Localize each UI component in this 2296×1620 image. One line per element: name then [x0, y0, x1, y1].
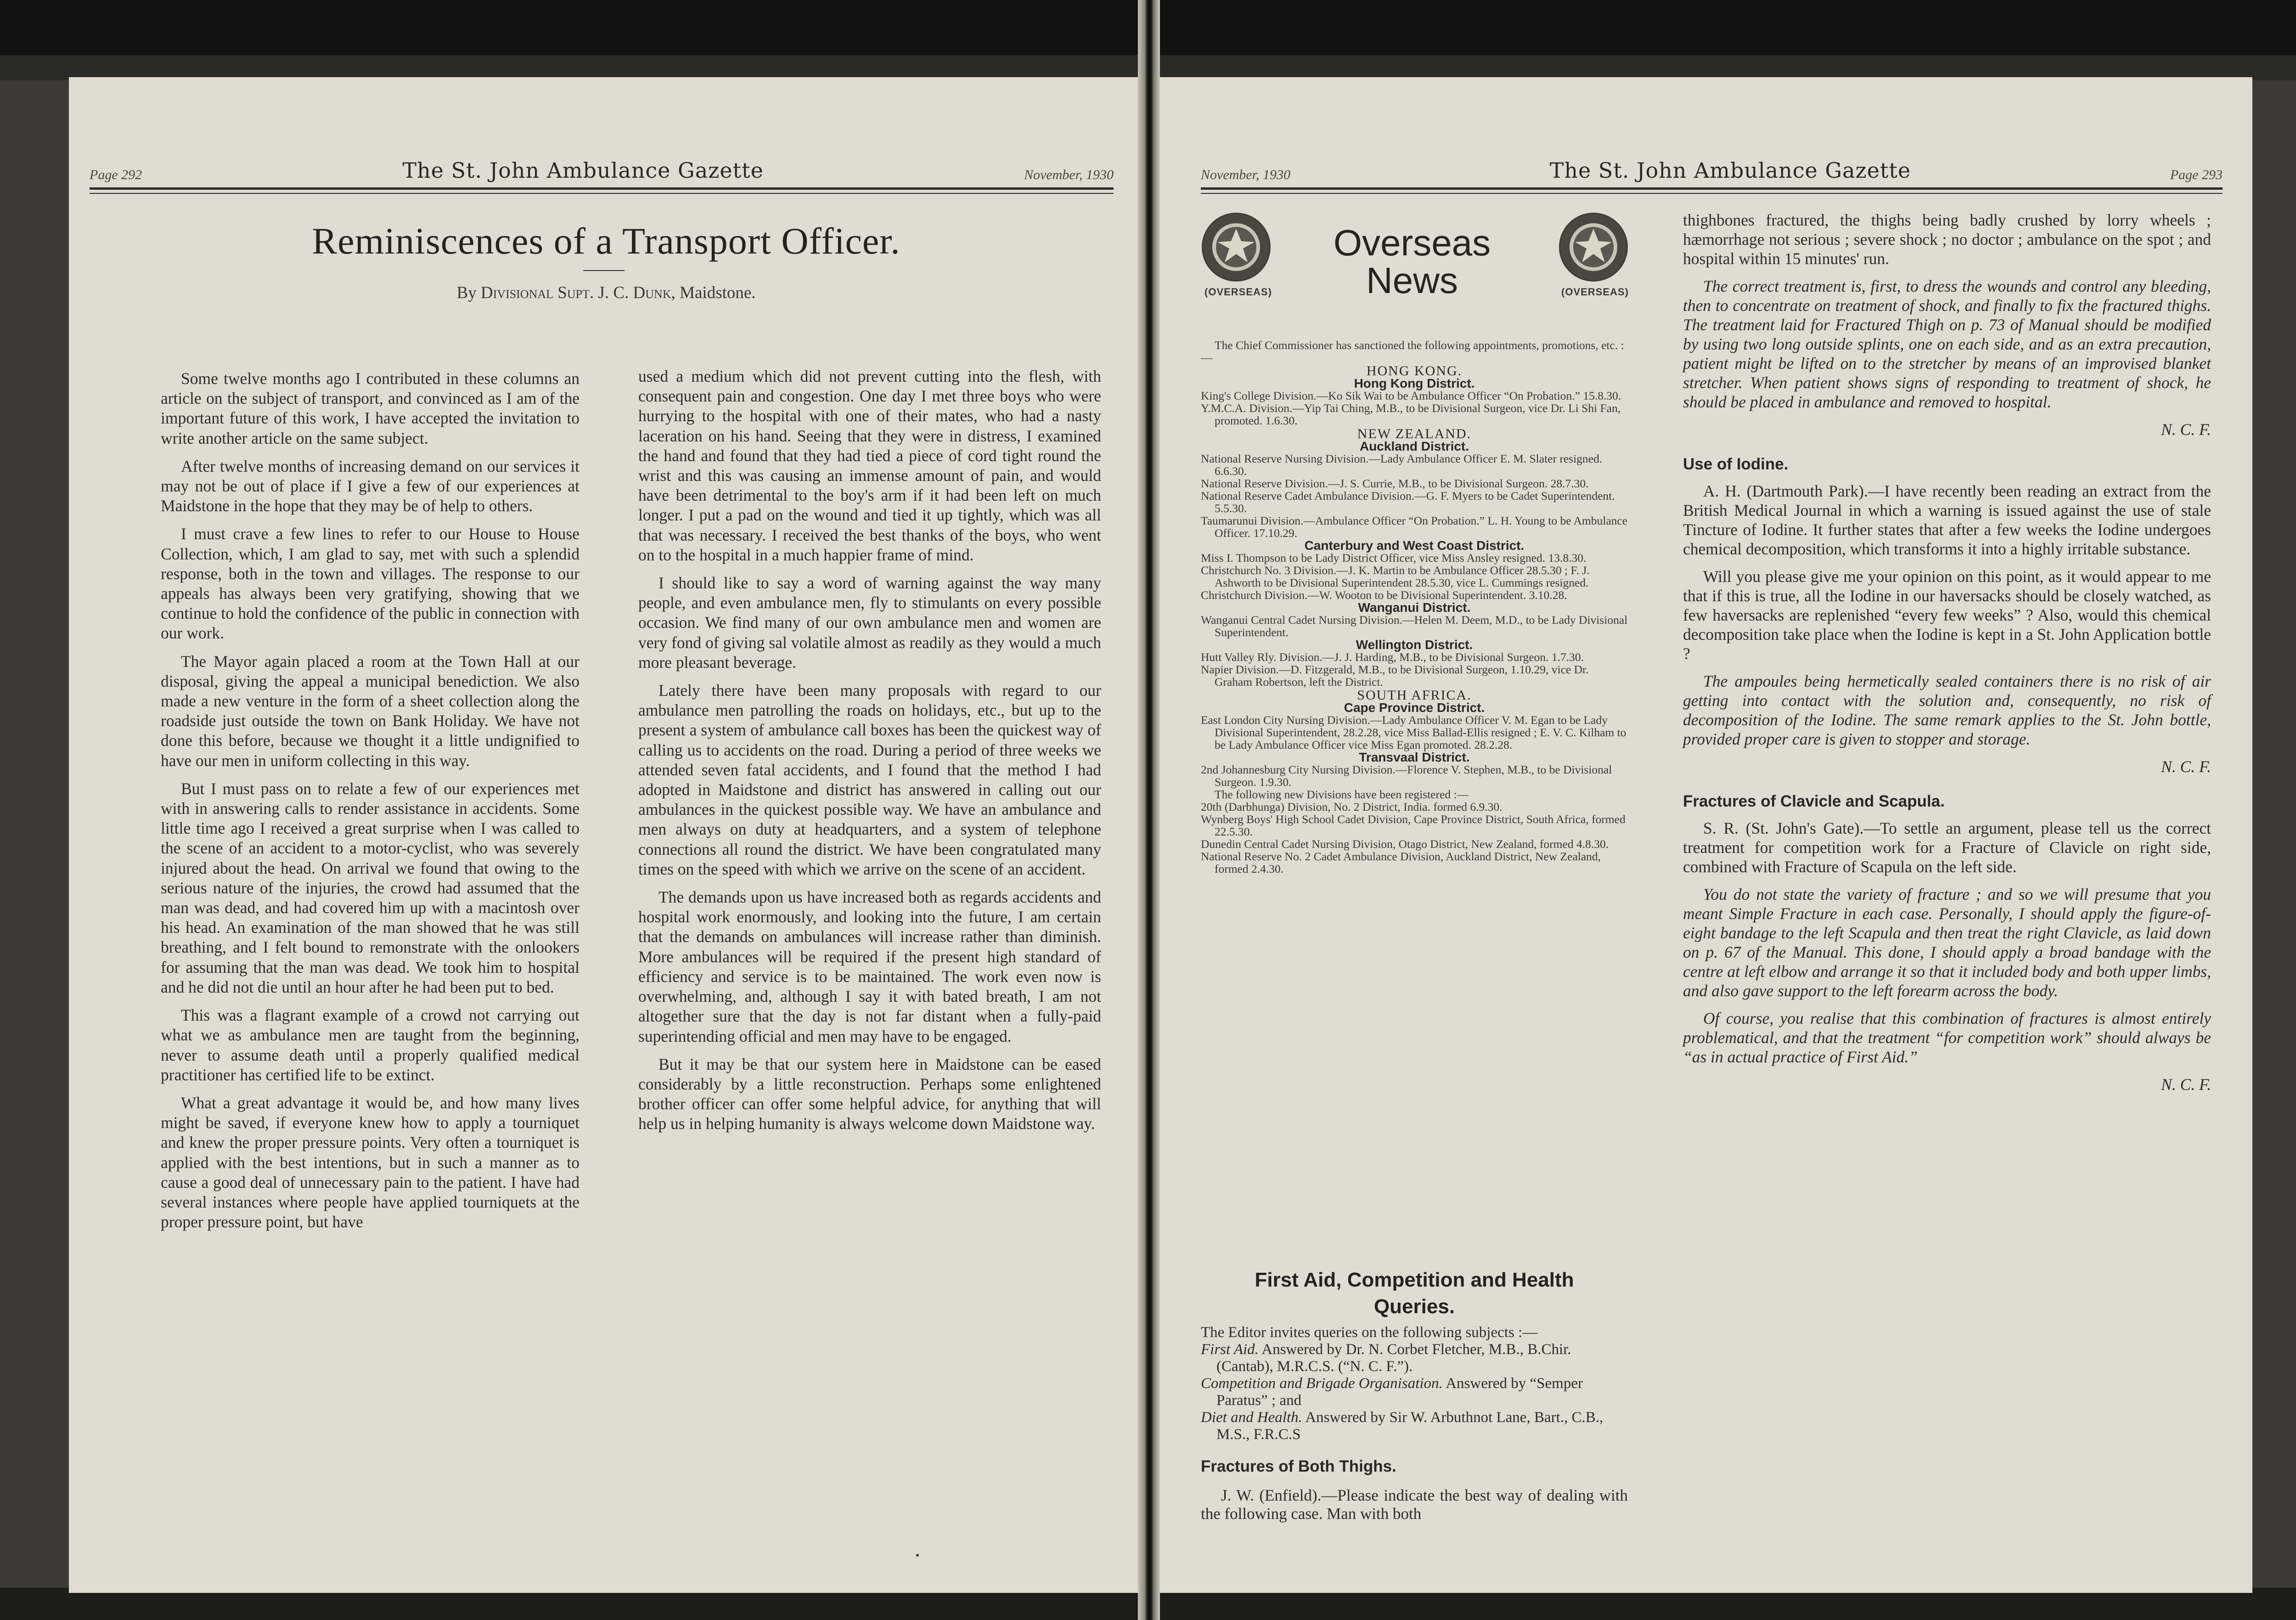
- news-entry: Wanganui Central Cadet Nursing Division.—Helen M. Deem, M.D., to be Lady Divisional Superintendent.: [1201, 613, 1628, 639]
- title-rule: [583, 270, 625, 271]
- header-rule-thin: [90, 193, 1114, 194]
- paragraph: But it may be that our system here in Maidstone can be eased considerably by a little reconstruction. Perhaps some enlightened brother officer can offer some helpful advice, for anything that will help us in helping humanity is always welcome down Maidstone way.: [638, 1055, 1101, 1133]
- paragraph: After twelve months of increasing demand on our services it may not be out of place if I give a few of our experiences at Maidstone in the hope that they may be of help to others.: [161, 457, 580, 515]
- paragraph: I must crave a few lines to refer to our House to House Collection, which, I am glad to say, met with such a splendid response, both in the town and villages. The response to our appeals has always been very gratifying, showing that we continue to hold the confidence of the public in connection with our work.: [161, 525, 580, 643]
- signature: N. C. F.: [2161, 420, 2211, 439]
- article-column-1: [161, 369, 580, 1240]
- news-note: The following new Divisions have been registered :—: [1215, 788, 1469, 801]
- paragraph: I should like to say a word of warning against the way many people, and even ambulance men, fly to stimulants on every possible occasion. We find many of our own ambulance men and women are very fond of giving sal volatile almost as readily as they would a much more pleasant beverage.: [638, 574, 1101, 672]
- seal-label: (OVERSEAS): [1204, 286, 1272, 298]
- gazette-title: The St. John Ambulance Gazette: [1549, 158, 1911, 183]
- news-district-heading: Cape Province District.: [1344, 700, 1485, 715]
- seal-label: (OVERSEAS): [1561, 286, 1629, 298]
- paragraph: Some twelve months ago I contributed in these columns an article on the subject of transport, and convinced as I am of the important future of this work, I have accepted the invitation to write another article on the same subject.: [161, 369, 580, 447]
- news-country-heading: NEW ZEALAND.: [1357, 426, 1472, 441]
- news-entry: National Reserve Nursing Division.—Lady Ambulance Officer E. M. Slater resigned. 6.6.30.: [1201, 452, 1603, 478]
- news-entry: 20th (Darbhunga) Division, No. 2 District, India. formed 6.9.30.: [1201, 800, 1503, 813]
- news-entry: National Reserve Division.—J. S. Currie, M.B., to be Divisional Surgeon. 28.7.30.: [1201, 477, 1589, 490]
- answer: The correct treatment is, first, to dress the wounds and control any bleeding, then to concentrate on treatment of shock, and finally to fix the fractured thighs. The treatment laid for Fractured Thigh on p. 73 of Manual should be modified by using two long outside splints, one on each side, and as an extra precaution, patient might be lifted on to the stretcher by means of an improvised blanket stretcher. When patient shows signs of responding to treatment of shock, he should be placed in ambulance and removed to hospital.: [1683, 277, 2211, 411]
- news-district-heading: Wanganui District.: [1358, 600, 1471, 615]
- news-entry: 2nd Johannesburg City Nursing Division.—Florence V. Stephen, M.B., to be Divisional Surgeon. 1.9.30.: [1201, 763, 1612, 789]
- article-column-2: [638, 367, 1101, 1142]
- running-header-left: [90, 155, 1114, 183]
- news-entry: National Reserve No. 2 Cadet Ambulance Division, Auckland District, New Zealand, formed 2.4.30.: [1201, 850, 1601, 875]
- news-entry: Y.M.C.A. Division.—Yip Tai Ching, M.B., to be Divisional Surgeon, vice Dr. Li Shi Fan, promoted. 1.6.30.: [1201, 401, 1621, 427]
- news-country-heading: HONG KONG.: [1366, 363, 1463, 378]
- news-entry: Hutt Valley Rly. Division.—J. J. Harding, M.B., to be Divisional Surgeon. 1.7.30.: [1201, 650, 1584, 664]
- section-heading: Fractures of Both Thighs.: [1201, 1457, 1396, 1475]
- header-rule-thin: [1201, 193, 2223, 194]
- news-intro: The Chief Commissioner has sanctioned the following appointments, promotions, etc. :—: [1201, 339, 1624, 364]
- byline: By Divisional Supt. J. C. Dunk, Maidstone.: [456, 283, 756, 302]
- queries-title: First Aid, Competition and Health Queries.: [1255, 1269, 1574, 1318]
- thighs-question: J. W. (Enfield).—Please indicate the best way of dealing with the following case. Man with both: [1201, 1486, 1628, 1523]
- paragraph: The Mayor again placed a room at the Town Hall at our disposal, giving the appeal a municipal benediction. We also made a new venture in the form of a sheet collection along the roadside just outside the town on Bank Holiday. We have not done this before, because we thought it a little undignified to have our men in uniform collecting in this way.: [161, 652, 580, 770]
- signature: N. C. F.: [2161, 1075, 2211, 1094]
- running-header-right: [1201, 155, 2223, 183]
- paragraph: Will you please give me your opinion on this point, as it would appear to me that if this is true, all the Iodine in our haversacks should be closely watched, as few haversacks are replenished “every few weeks” ? Also, would this chemical decomposition take place when the Iodine is kept in a St. John Application bottle ?: [1683, 567, 2211, 663]
- st-john-ambulance-seal-icon: [1202, 213, 1271, 282]
- paragraph: This was a flagrant example of a crowd not carrying out what we as ambulance men are taught from the beginning, never to assume death until a properly qualified medical practitioner has certified life to be extinct.: [161, 1006, 580, 1084]
- paragraph: thighbones fractured, the thighs being badly crushed by lorry wheels ; hæmorrhage not serious ; severe shock ; no doctor ; ambulance on the spot ; and hospital within 15 minutes' run.: [1683, 211, 2211, 268]
- news-entry: Napier Division.—D. Fitzgerald, M.B., to be Divisional Surgeon, 1.10.29, vice Dr. Graham Robertson, left the District.: [1201, 663, 1589, 689]
- answer: You do not state the variety of fracture ; and so we will presume that you meant Simple Fracture in each case. Personally, I should apply the figure-of-eight bandage to the left Scapula and then treat the right Clavicle, as laid down on p. 67 of the Manual. This done, I should apply a broad bandage with the centre at left elbow and arrange it so that it included body and both upper limbs, and also gave support to the left forearm across the body.: [1683, 885, 2211, 1000]
- paragraph: S. R. (St. John's Gate).—To settle an argument, please tell us the correct treatment for competition work for a Fracture of Clavicle on right side, combined with Fracture of Scapula on the left side.: [1683, 819, 2211, 876]
- page-number: Page 293: [2170, 167, 2223, 182]
- paragraph: The demands upon us have increased both as regards accidents and hospital work enormously, and looking into the future, I am certain that the demands on ambulances will increase rather than diminish. More ambulances will be required if the present high standard of efficiency and service is to be maintained. The work even now is overwhelming, and, although I say it with bated breath, I am not altogether sure that the day is not far distant when a fully-paid superintending official and men may have to be engaged.: [638, 888, 1101, 1045]
- news-entry: Taumarunui Division.—Ambulance Officer “On Probation.” L. H. Young to be Ambulance Officer. 17.10.29.: [1201, 514, 1628, 540]
- news-entry: Dunedin Central Cadet Nursing Division, Otago District, New Zealand, formed 4.8.30.: [1201, 837, 1609, 851]
- overseas-news-list: [1201, 339, 1628, 875]
- answer: The ampoules being hermetically sealed containers there is no risk of air getting into contact with the solution and, consequently, no risk of decomposition of the Iodine. The same remark applies to the St. John bottle, provided proper care is given to stopper and storage.: [1683, 672, 2211, 748]
- book-gutter: [1138, 0, 1160, 1620]
- news-entry: Wynberg Boys' High School Cadet Division, Cape Province District, South Africa, formed 22.5.30.: [1201, 813, 1626, 838]
- right-page: [1155, 77, 2252, 1593]
- news-entry: Christchurch No. 3 Division.—J. K. Martin to be Ambulance Officer 28.5.30 ; F. J. Ashworth to be Divisional Superintendent 28.5.30, vice L. Cummings resigned.: [1201, 564, 1590, 589]
- paragraph: used a medium which did not prevent cutting into the flesh, with consequent pain and congestion. One day I met three boys who were hurrying to the hospital with one of their mates, who had a nasty laceration on his hand. Seeing that they were in distress, I examined the hand and found that they had tied a piece of cord tight round the wrist and this was causing an immense amount of pain, and would have been detrimental to the boy's arm if it had been left on much longer. I put a pad on the wound and tied it up tightly, which was all that was necessary. I received the best thanks of the boys, who went on to the hospital in a much happier frame of mind.: [638, 367, 1101, 564]
- header-rule: [1201, 187, 2223, 190]
- news-district-heading: Transvaal District.: [1359, 750, 1470, 764]
- news-entry: East London City Nursing Division.—Lady Ambulance Officer V. M. Egan to be Lady Divisional Superintendent, 28.2.28, vice Miss Ballad-Ellis resigned ; E. V. C. Kilham to be Lady Ambulance Officer vice Miss Egan promoted. 28.2.28.: [1201, 713, 1626, 751]
- page-number: Page 292: [90, 167, 142, 182]
- st-john-ambulance-seal-icon: [1559, 213, 1628, 282]
- news-entry: National Reserve Cadet Ambulance Division.—G. F. Myers to be Cadet Superintendent. 5.5.30.: [1201, 489, 1615, 515]
- queries-column: [1683, 210, 2211, 1094]
- news-district-heading: Hong Kong District.: [1354, 376, 1475, 390]
- signature: N. C. F.: [2161, 757, 2211, 776]
- paragraph: But I must pass on to relate a few of our experiences met with in answering calls to render assistance in accidents. Some little time ago I received a great surprise when I was called to the scene of an accident to a motor-cyclist, who was severely injured about the head. On arrival we found that owing to the serious nature of the injuries, the crowd had assumed that the man was dead, and had covered him up with a macintosh over his head. An examination of the man showed that he was still breathing, and I felt bound to remonstrate with the onlookers for assuming that the man was dead. We took him to hospital and he did not die until an hour after he had been put to bed.: [161, 779, 580, 996]
- section-heading: Use of Iodine.: [1683, 455, 1789, 473]
- section-heading: Fractures of Clavicle and Scapula.: [1683, 792, 1945, 810]
- left-page: [69, 77, 1143, 1593]
- news-entry: King's College Division.—Ko Sik Wai to be Ambulance Officer “On Probation.” 15.8.30.: [1201, 389, 1621, 402]
- news-district-heading: Wellington District.: [1356, 638, 1473, 652]
- header-rule: [90, 187, 1114, 190]
- answer: Of course, you realise that this combination of fractures is almost entirely problematical, and that the treatment “for competition work” should always be “as in actual practice of First Aid.”: [1683, 1009, 2211, 1066]
- news-country-heading: SOUTH AFRICA.: [1357, 688, 1472, 703]
- issue-date: November, 1930: [1201, 167, 1290, 182]
- issue-date: November, 1930: [1024, 167, 1114, 182]
- gazette-title: The St. John Ambulance Gazette: [402, 158, 764, 183]
- paragraph: Lately there have been many proposals with regard to our ambulance men patrolling the roads on holidays, etc., but up to the present a system of ambulance call boxes has been the quickest way of calling us to accidents on the road. During a period of three weeks we attended seven fatal accidents, and I found that the method I had adopted in Maidstone and district has answered in calling out our ambulances in the quickest possible way. We have an ambulance and men always on duty at headquarters, and a system of telephone connections all round the district. We have been congratulated many times on the speed with which we arrive on the scene of an accident.: [638, 681, 1101, 878]
- end-mark: [916, 1554, 919, 1557]
- overseas-news-title: Overseas News: [1333, 222, 1491, 301]
- news-entry: Miss I. Thompson to be Lady District Officer, vice Miss Ansley resigned. 13.8.30.: [1201, 551, 1587, 564]
- queries-intro: The Editor invites queries on the following subjects :— First Aid. Answered by Dr. N. Corbet Fletcher, M.B., B.Chir. (Cantab), M.R.C.S. (“N. C. F.”). Competition and Brigade Organisation. Answered by “Semper Paratus” ; and Diet and Health. Answered by Sir W. Arbuthnot Lane, Bart., C.B., M.S., F.R.C.S: [1201, 1324, 1604, 1443]
- paragraph: A. H. (Dartmouth Park).—I have recently been reading an extract from the British Medical Journal in which a warning is issued against the use of stale Tincture of Iodine. It further states that after a few weeks the Iodine undergoes chemical decomposition, which transforms it into a highly irritable substance.: [1683, 482, 2211, 558]
- article-title: Reminiscences of a Transport Officer.: [312, 220, 900, 262]
- news-district-heading: Auckland District.: [1359, 439, 1469, 453]
- paragraph: What a great advantage it would be, and how many lives might be saved, if everyone knew how to apply a tourniquet and knew the proper pressure points. Very often a tourniquet is applied with the best intentions, but in such a manner as to cause a good deal of unnecessary pain to the patient. I have had several instances where people have applied tourniquets at the proper pressure point, but have: [161, 1093, 580, 1231]
- news-entry: Christchurch Division.—W. Wooton to be Divisional Superintendent. 3.10.28.: [1201, 588, 1567, 602]
- news-district-heading: Canterbury and West Coast District.: [1304, 538, 1525, 553]
